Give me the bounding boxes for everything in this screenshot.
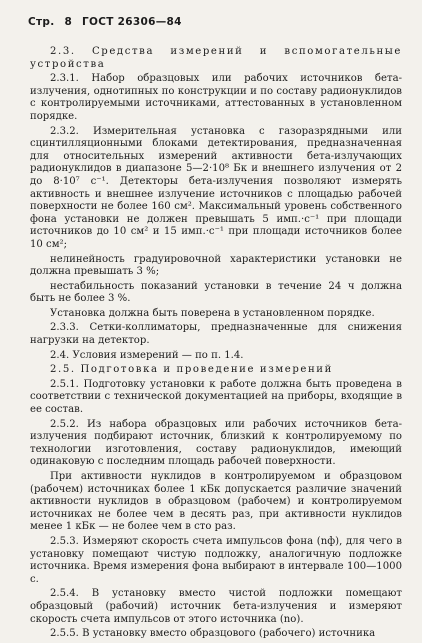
paragraph-2-3-2: 2.3.2. Измерительная установка с газоразрядными или сцинтилляционными блоками детектирования, предназначенная для относительных измерений активности бета-излучающих радионуклидов в диапазоне 5—2·10⁸ Бк и внешнего излучения от 2 до 8·10⁷ с⁻¹. Детекторы бета-излучения позволяют измерять активность и внешнее излучение источников с площадью рабочей поверхности не более 160 см². Максимальный уровень собственного фона установки не должен превышать 5 имп.·с⁻¹ при площади источников до 10 см² и 15 имп.·с⁻¹ при площади источников более 10 см²; [30,125,402,250]
paragraph-instability: нестабильность показаний установки в течение 24 ч должна быть не более 3 %. [30,280,402,305]
page-header [28,16,188,28]
section-heading-preparation: 2.5. Подготовка и проведение измерений [50,364,333,376]
paragraph-2-5-2: 2.5.2. Из набора образцовых или рабочих источников бета-излучения подбирают источник, близкий к контролируемому по технологии изготовления, составу радионуклидов, имеющий одинаковую с последним площадь рабочей поверхности. [30,418,402,468]
paragraph-2-4: 2.4. Условия измерений — по п. 1.4. [50,349,244,361]
paragraph-nonlinearity: нелинейность градуировочной характеристики установки не должна превышать 3 %; [30,253,402,278]
paragraph-2-3-3: 2.3.3. Сетки-коллиматоры, предназначенные для снижения нагрузки на детектор. [30,322,402,347]
paragraph-activity-ratio: При активности нуклидов в контролируемом и образцовом (рабочем) источниках более 1 кБк допускается различие значений активности нуклидов в образцовом (рабочем) и контролируемом источниках не более чем в десять раз, при активности нуклидов менее 1 кБк — не более чем в сто раз. [30,471,402,533]
document-body [30,46,402,643]
paragraph-2-5-4: 2.5.4. В установку вместо чистой подложки помещают образцовый (рабочий) источник бета-излучения и измеряют скорость счета импульсов от этого источника (nо). [30,588,402,625]
paragraph-2-5-3: 2.5.3. Измеряют скорость счета импульсов фона (nф), для чего в установку помещают чистую подложку, аналогичную подложке источника. Время измерения фона выбирают в интервале 100—1000 с. [30,535,402,585]
paragraph-2-3-1: 2.3.1. Набор образцовых или рабочих источников бета-излучения, однотипных по конструкции и по составу радионуклидов с контролируемыми источниками, аттестованных в установленном порядке. [30,73,402,122]
standard-code: ГОСТ 26306—84 [82,16,182,28]
page-label: Стр. [28,16,55,28]
page-number: 8 [64,16,73,28]
paragraph-verification: Установка должна быть поверена в установленном порядке. [50,307,375,319]
paragraph-2-5-1: 2.5.1. Подготовку установки к работе должна быть проведена в соответствии с технической документацией на приборы, входящие в ее состав. [30,378,402,416]
paragraph-2-5-5: 2.5.5. В установку вместо образцового (рабочего) источника [50,628,376,640]
section-heading-instruments: 2.3. Средства измерений и вспомогательные устройства [30,46,402,70]
